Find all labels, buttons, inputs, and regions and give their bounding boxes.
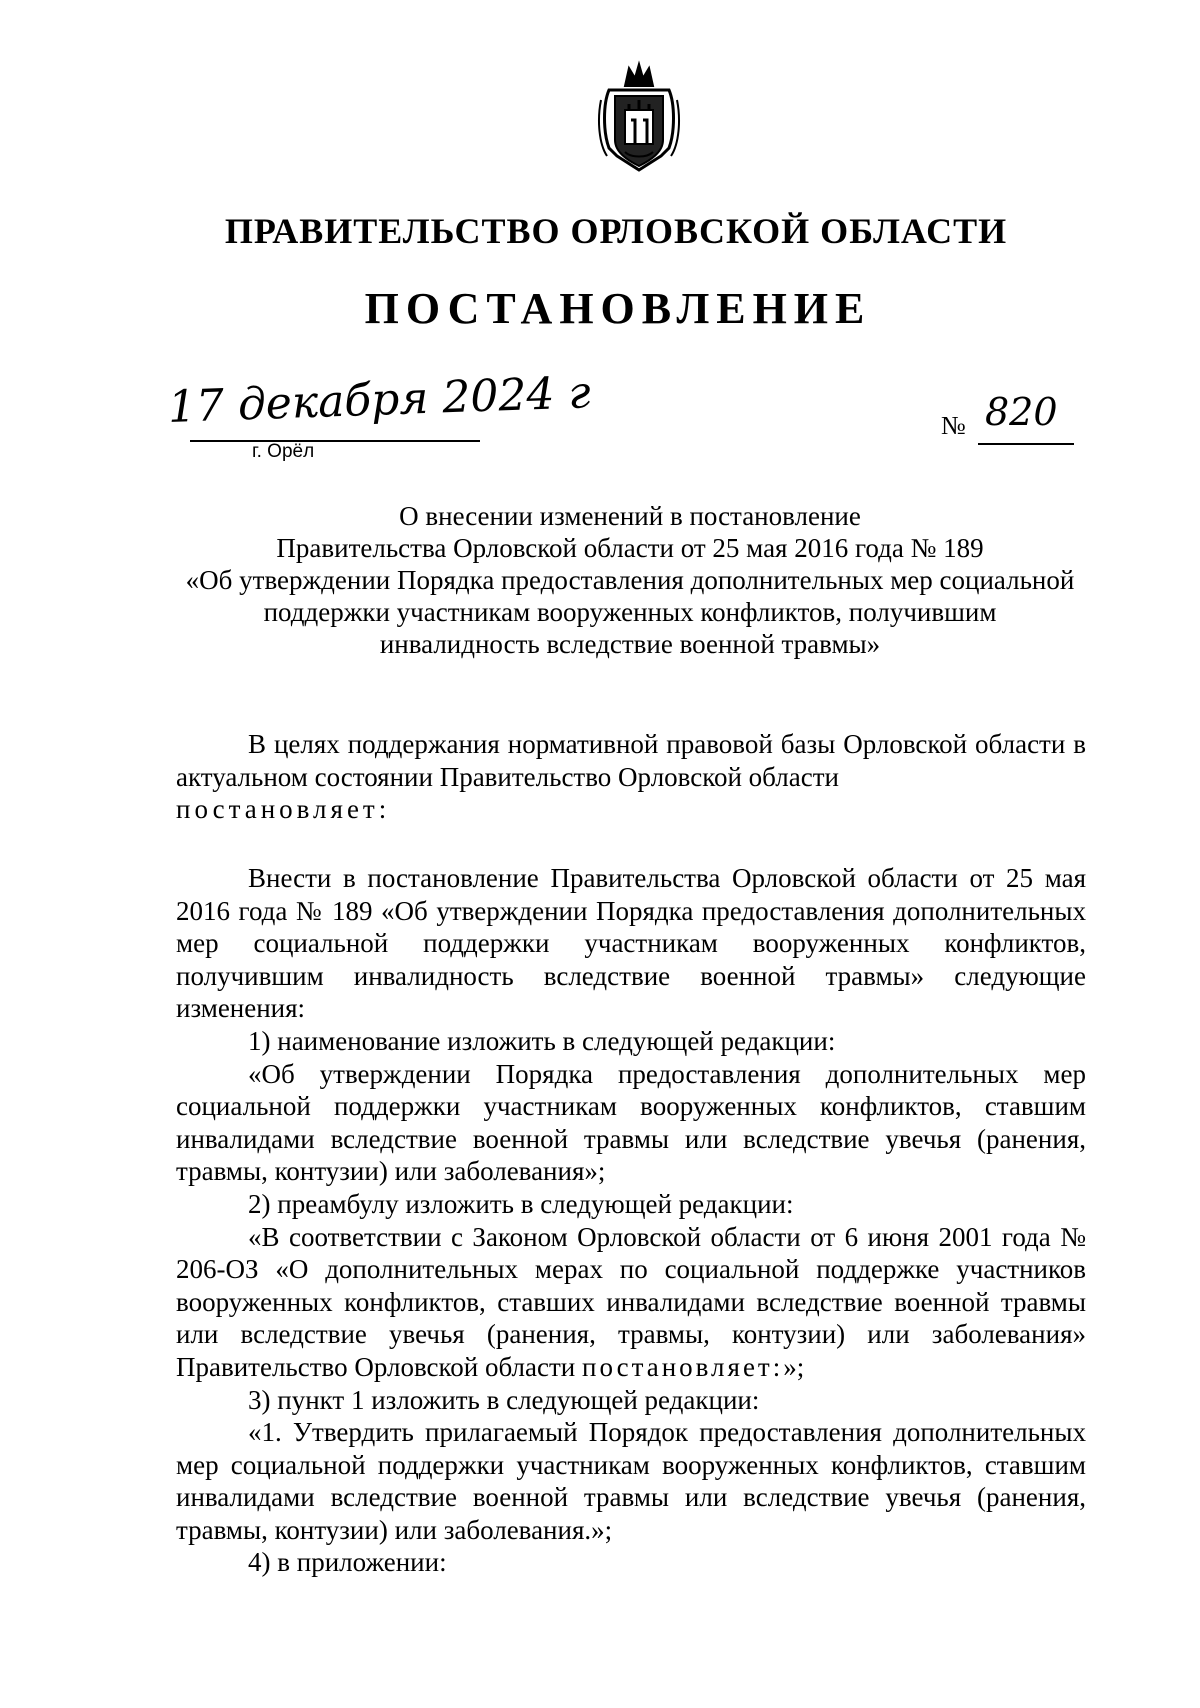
subject-line: Правительства Орловской области от 25 мая 2016 года № 189 [276, 533, 984, 563]
preamble [176, 728, 1086, 826]
organization-title: ПРАВИТЕЛЬСТВО ОРЛОВСКОЙ ОБЛАСТИ [224, 211, 1008, 251]
handwritten-number: 820 [985, 390, 1058, 434]
item-1-text: «Об утверждении Порядка предоставления дополнительных мер социальной поддержки участникам вооруженных конфликтов, ставшим инвалидами вследствие военной травмы или вследствие увечья (ранения, травмы, контузии) или заболевания»; [176, 1058, 1086, 1187]
subject-line: «Об утверждении Порядка предоставления дополнительных мер социальной [185, 565, 1075, 595]
item-2-text-block [176, 1221, 1086, 1384]
city: г. Орёл [252, 441, 315, 462]
preamble-paragraph [176, 728, 1086, 826]
item-2-text: «В соответствии с Законом Орловской области от 6 июня 2001 года № 206-ОЗ «О дополнительных мерах по социальной поддержке участников вооруженных конфликтов, ставших инвалидами вследствие военной травмы или вследствие увечья (ранения, травмы, контузии) или заболевания» Правительство Орловской области [176, 1221, 1086, 1382]
item-3: 3) пункт 1 изложить в следующей редакции: [248, 1384, 760, 1415]
item-4: 4) в приложении: [248, 1547, 447, 1578]
main-body [176, 862, 1086, 1579]
number-underline [978, 443, 1074, 445]
preamble-text: В целях поддержания нормативной правовой базы Орловской области в актуальном состоянии Правительство Орловской области [176, 729, 1086, 792]
subject-line: инвалидность вследствие военной травмы» [379, 629, 881, 659]
coat-of-arms-icon [595, 60, 683, 178]
subject-line: О внесении изменений в постановление [399, 501, 861, 531]
document-type: ПОСТАНОВЛЕНИЕ [364, 284, 872, 333]
number-label: № [941, 411, 966, 440]
item-1: 1) наименование изложить в следующей редакции: [248, 1025, 836, 1056]
intro-paragraph: Внести в постановление Правительства Орловской области от 25 мая 2016 года № 189 «Об утверждении Порядка предоставления дополнительных мер социальной поддержки участникам вооруженных конфликтов, получившим инвалидность вследствие военной травмы» следующие изменения: [176, 863, 1086, 1024]
item-2: 2) преамбулу изложить в следующей редакции: [248, 1188, 794, 1219]
decree-word: постановляет: [176, 794, 391, 825]
date-underline [190, 440, 480, 442]
document-subject [150, 500, 1110, 660]
item-3-text: «1. Утвердить прилагаемый Порядок предоставления дополнительных мер социальной поддержки участникам вооруженных конфликтов, ставшим инвалидами вследствие военной травмы или вследствие увечья (ранения, травмы, контузии) или заболевания.»; [176, 1417, 1086, 1545]
handwritten-date: 17 декабря 2024 г [167, 367, 592, 433]
item-2-end: »; [783, 1351, 805, 1382]
subject-line: поддержки участникам вооруженных конфликтов, получившим [263, 597, 997, 627]
item-2-decree: постановляет: [582, 1351, 784, 1382]
